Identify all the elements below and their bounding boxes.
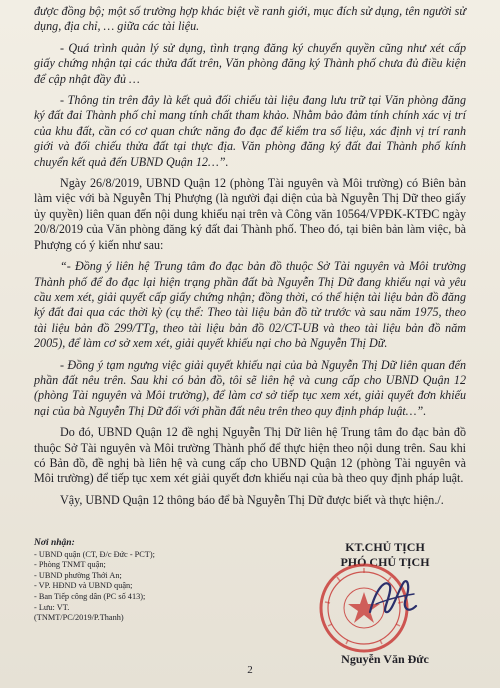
paragraph-3 bbox=[34, 93, 466, 170]
recipient-line: (TNMT/PC/2019/P.Thanh) bbox=[34, 613, 124, 623]
signature-title-2: PHÓ CHỦ TỊCH bbox=[340, 555, 430, 569]
paragraph-7 bbox=[34, 425, 466, 487]
recipient-line: - Ban Tiếp công dân (PC số 413); bbox=[34, 591, 146, 601]
paragraph-5-text: “- Đồng ý liên hệ Trung tâm đo đạc bản đồ thuộc Sở Tài nguyên và Môi trường Thành phố để đo đạc lại hiện trạng phần đất bà Nguyễn Thị Dữ đang khiếu nại và yêu cầu xem xét, giải quyết cấp giấy chứng nhận; đồng thời, có thể hiện tài liệu bản đồ đăng ký đất đai qua các thời kỳ (cụ thể: Theo tài liệu bản đồ từ trước và sau năm 1975, theo tài liệu bản đồ 299/TTg, theo tài liệu bản đồ 02/CT-UB và theo tài liệu bản đồ năm 2005), để làm cơ sở xem xét, giải quyết khiếu nại cho bà Nguyễn Thị Dữ. bbox=[34, 259, 466, 351]
paragraph-8-text: Vậy, UBND Quận 12 thông báo để bà Nguyễn Thị Dữ được biết và thực hiện./. bbox=[60, 492, 444, 507]
paragraph-1-text: được đồng bộ; một số trường hợp khác biệt về ranh giới, mục đích sử dụng, tên người sử dụng, địa chỉ, … giữa các tài liệu. bbox=[34, 4, 466, 34]
paragraph-5 bbox=[34, 259, 466, 351]
paragraph-2-text: - Quá trình quản lý sử dụng, tình trạng đăng ký chuyển quyền cũng như xét cấp giấy chứng nhận tại các thửa đất trên, Văn phòng đăng ký Thành phố chưa đủ điều kiện để cập nhật đầy đủ … bbox=[34, 40, 466, 86]
paragraph-3-text: - Thông tin trên đây là kết quả đối chiếu tài liệu đang lưu trữ tại Văn phòng đăng ký đất đai Thành phố chỉ mang tính chất tham khảo. Nhằm bảo đảm tính chính xác vị trí của khu đất, cần có cơ quan chức năng đo đạc để kiểm tra số liệu, xác định vị trí ranh giới và đối chiếu thửa đất tại thực địa. Văn phòng đăng ký đất đai Thành phố kính chuyển kết quả đến UBND Quận 12…”. bbox=[34, 93, 466, 169]
paragraph-4-text: Ngày 26/8/2019, UBND Quận 12 (phòng Tài nguyên và Môi trường) có Biên bản làm việc với bà Nguyễn Thị Phượng (là người đại diện của bà Nguyễn Thị Dữ theo giấy ủy quyền) liên quan đến nội dung khiếu nại trên và Công văn 10564/VPĐK-KTĐC ngày 20/8/2019 của Văn phòng đăng ký đất đai Thành phố. Theo đó, tại biên bản làm việc, bà Phượng có ý kiến như sau: bbox=[34, 176, 466, 252]
paragraph-7-text: Do đó, UBND Quận 12 đề nghị Nguyễn Thị Dữ liên hệ Trung tâm đo đạc bản đồ thuộc Sở Tài nguyên và Môi trường Thành phố để thực hiện theo nội dung trên. Sau khi có Bản đồ, đề nghị bà liên hệ và cung cấp cho UBND Quận 12 (phòng Tài nguyên và Môi trường) để tiếp tục xem xét giải quyết đơn khiếu nại của bà theo quy định pháp luật. bbox=[34, 425, 466, 486]
paragraph-4 bbox=[34, 176, 466, 253]
paragraph-8 bbox=[34, 493, 466, 508]
paragraph-6-text: - Đồng ý tạm ngưng việc giải quyết khiếu nại của bà Nguyễn Thị Dữ liên quan đến phần đất nêu trên. Sau khi có bản đồ, tôi sẽ liên hệ và cung cấp cho UBND Quận 12 (phòng Tài nguyên và Môi trường), để làm cơ sở tiếp tục xem xét, giải quyết đơn khiếu nại của bà Nguyễn Thị Dữ đối với phần đất nêu trên theo quy định pháp luật…”. bbox=[34, 357, 466, 418]
recipient-line: - UBND quận (CT, Đ/c Đức - PCT); bbox=[34, 549, 155, 559]
page-number: 2 bbox=[247, 664, 253, 676]
signer-name: Nguyễn Văn Đức bbox=[341, 652, 429, 666]
recipients-list bbox=[34, 538, 274, 624]
handwritten-signature bbox=[362, 568, 422, 628]
paragraph-6 bbox=[34, 358, 466, 420]
signature-block bbox=[300, 540, 470, 666]
signature-title-1: KT.CHỦ TỊCH bbox=[345, 540, 425, 554]
recipient-line: - UBND phường Thới An; bbox=[34, 570, 122, 580]
paragraph-2 bbox=[34, 41, 466, 87]
paragraph-1 bbox=[34, 4, 466, 35]
recipient-line: - VP. HĐND và UBND quận; bbox=[34, 581, 133, 591]
recipient-line: - Phòng TNMT quận; bbox=[34, 560, 106, 570]
recipients-title: Nơi nhận: bbox=[34, 538, 75, 548]
recipient-line: - Lưu: VT. bbox=[34, 602, 70, 612]
